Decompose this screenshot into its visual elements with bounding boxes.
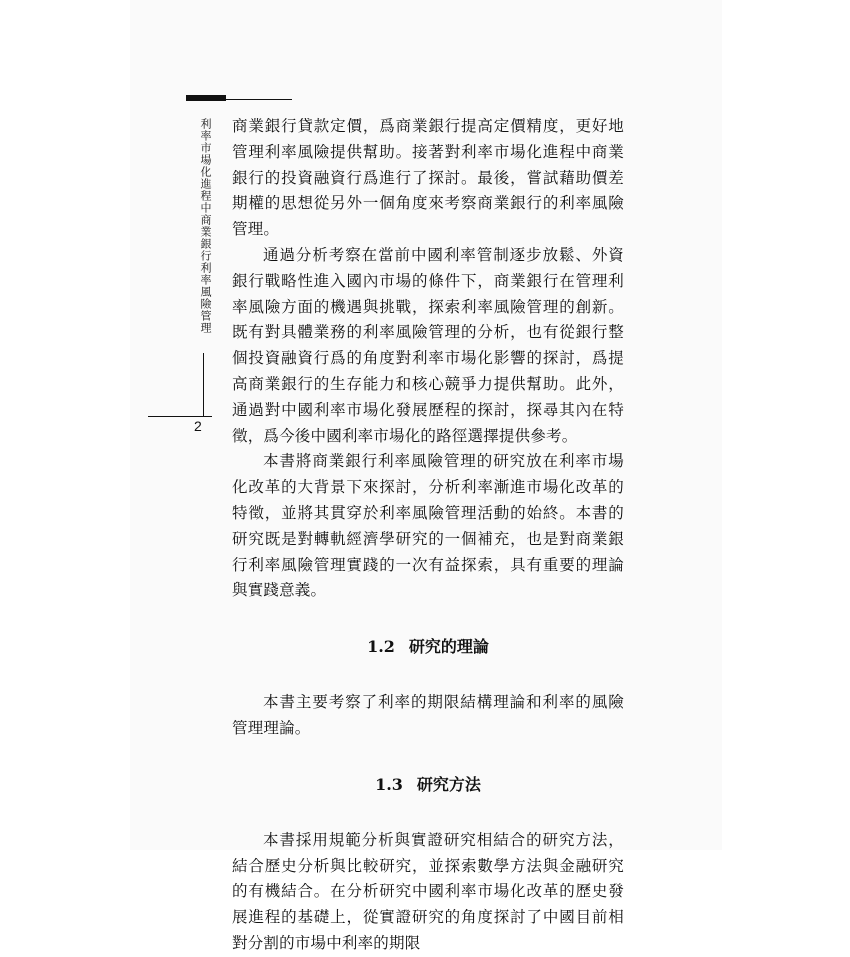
section-heading-1-2	[232, 637, 624, 657]
running-head: 利率市場化進程中商業銀行利率風險管理	[199, 118, 212, 334]
margin-rule-vertical	[203, 353, 204, 416]
section-heading-1-3	[232, 775, 624, 795]
paragraph: 通過分析考察在當前中國利率管制逐步放鬆、外資銀行戰略性進入國內市場的條件下，商業銀行在管理利率風險方面的機遇與挑戰，探索利率風險管理的創新。既有對具體業務的利率風險管理的分析，也有從銀行整個投資融資行爲的角度對利率市場化影響的探討，爲提高商業銀行的生存能力和核心競爭力提供幫助。此外，通過對中國利率市場化發展歷程的探討，探尋其內在特徵，爲今後中國利率市場化的路徑選擇提供參考。	[232, 245, 624, 445]
margin-rule-horizontal	[148, 416, 212, 417]
section-number: 1.2	[367, 637, 395, 657]
page-body	[232, 114, 624, 957]
paragraph-continued: 商業銀行貸款定價，爲商業銀行提高定價精度，更好地管理利率風險提供幫助。接著對利率市場化進程中商業銀行的投資融資行爲進行了探討。最後，嘗試藉助價差期權的思想從另外一個角度來考察商業銀行的利率風險管理。	[232, 117, 624, 239]
section-title: 研究的理論	[408, 637, 489, 657]
header-rule-thin	[226, 99, 292, 100]
page-number: 2	[194, 418, 202, 434]
paragraph: 本書主要考察了利率的期限結構理論和利率的風險管理理論。	[232, 693, 624, 737]
header-rule-thick	[186, 95, 226, 101]
section-title: 研究方法	[416, 774, 481, 794]
section-number: 1.3	[375, 774, 403, 794]
paragraph: 本書將商業銀行利率風險管理的研究放在利率市場化改革的大背景下來探討，分析利率漸進市場化改革的特徵，並將其貫穿於利率風險管理活動的始終。本書的研究既是對轉軌經濟學研究的一個補充，也是對商業銀行利率風險管理實踐的一次有益探索，具有重要的理論與實踐意義。	[232, 452, 624, 600]
paragraph: 本書採用規範分析與實證研究相結合的研究方法，結合歷史分析與比較研究，並探索數學方法與金融研究的有機結合。在分析研究中國利率市場化改革的歷史發展進程的基礎上，從實證研究的角度探討了中國目前相對分割的市場中利率的期限	[232, 830, 624, 952]
